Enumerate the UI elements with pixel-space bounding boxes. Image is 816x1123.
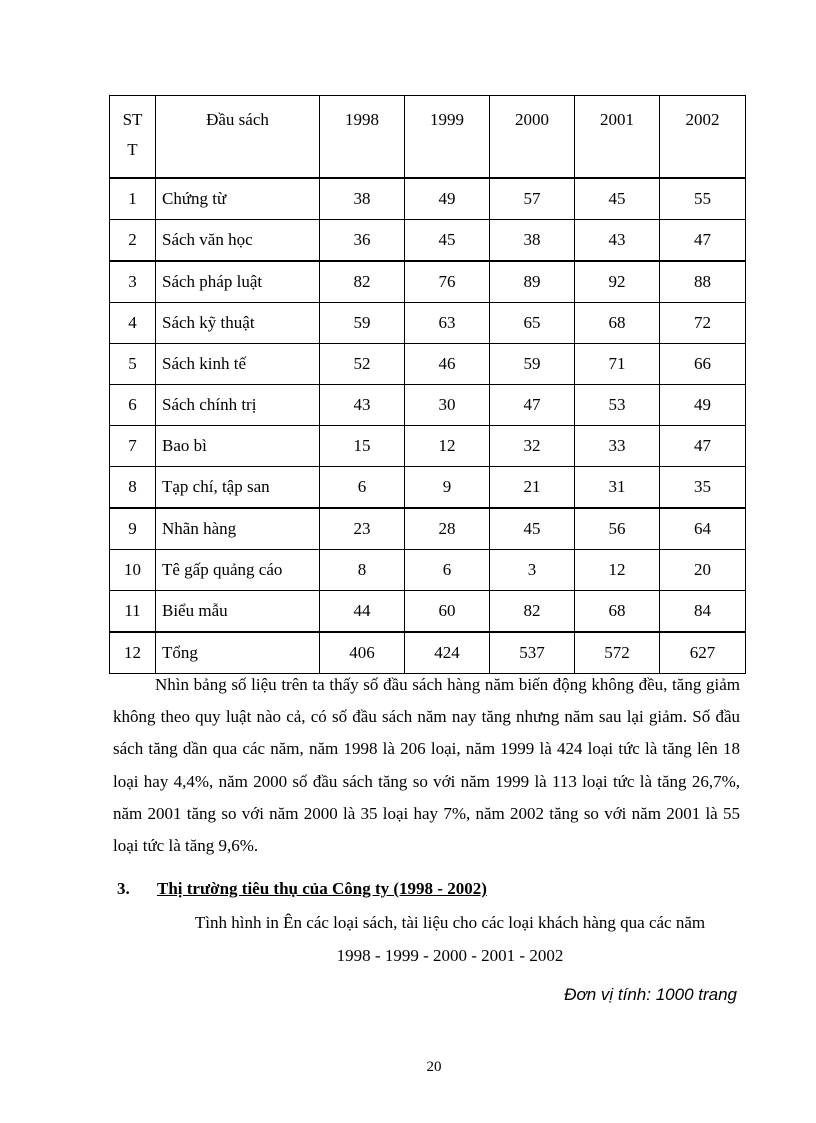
book-category: Sách chính trị xyxy=(156,385,320,426)
cell-value: 47 xyxy=(660,220,746,262)
cell-value: 66 xyxy=(660,344,746,385)
cell-value: 89 xyxy=(490,261,575,303)
cell-value: 59 xyxy=(490,344,575,385)
cell-value: 9 xyxy=(405,467,490,509)
cell-value: 31 xyxy=(575,467,660,509)
cell-value: 6 xyxy=(320,467,405,509)
header-year: 1999 xyxy=(405,96,490,179)
cell-value: 53 xyxy=(575,385,660,426)
row-index: 7 xyxy=(110,426,156,467)
cell-value: 64 xyxy=(660,508,746,550)
analysis-paragraph-text: Nhìn bảng số liệu trên ta thấy số đầu sách hàng năm biến động không đều, tăng giảm không theo quy luật nào cả, có số đầu sách năm nay tăng nhưng năm sau lại giảm. Số đầu sách tăng dần qua các năm, năm 1998 là 206 loại, năm 1999 là 424 loại tức là tăng lên 18 loại hay 4,4%, năm 2000 số đầu sách tăng so với năm 1999 là 113 loại tức là tăng 26,7%, năm 2001 tăng so với năm 2000 là 35 loại hay 7%, năm 2002 tăng so với năm 2001 là 55 loại tức là tăng 9,6%. xyxy=(113,675,740,856)
cell-value: 35 xyxy=(660,467,746,509)
table-row xyxy=(110,385,746,426)
table-row xyxy=(110,303,746,344)
book-category: Sách kinh tế xyxy=(156,344,320,385)
cell-value: 572 xyxy=(575,632,660,674)
section-title: Thị trường tiêu thụ của Công ty (1998 - 2002) xyxy=(157,879,487,898)
cell-value: 68 xyxy=(575,591,660,633)
cell-value: 23 xyxy=(320,508,405,550)
cell-value: 38 xyxy=(490,220,575,262)
table-row xyxy=(110,178,746,220)
table-row xyxy=(110,220,746,262)
cell-value: 28 xyxy=(405,508,490,550)
header-year: 2000 xyxy=(490,96,575,179)
cell-value: 15 xyxy=(320,426,405,467)
table-row xyxy=(110,426,746,467)
book-category: Biểu mẫu xyxy=(156,591,320,633)
cell-value: 49 xyxy=(660,385,746,426)
header-year: 2001 xyxy=(575,96,660,179)
row-index: 9 xyxy=(110,508,156,550)
row-index: 12 xyxy=(110,632,156,674)
cell-value: 12 xyxy=(575,550,660,591)
cell-value: 82 xyxy=(490,591,575,633)
cell-value: 71 xyxy=(575,344,660,385)
cell-value: 44 xyxy=(320,591,405,633)
cell-value: 76 xyxy=(405,261,490,303)
row-index: 6 xyxy=(110,385,156,426)
table-row xyxy=(110,550,746,591)
book-category: Chứng từ xyxy=(156,178,320,220)
section-heading xyxy=(117,879,487,899)
book-category: Nhãn hàng xyxy=(156,508,320,550)
row-index: 5 xyxy=(110,344,156,385)
cell-value: 30 xyxy=(405,385,490,426)
cell-value: 55 xyxy=(660,178,746,220)
book-titles-table xyxy=(109,95,746,674)
row-index: 10 xyxy=(110,550,156,591)
cell-value: 12 xyxy=(405,426,490,467)
cell-value: 43 xyxy=(575,220,660,262)
cell-value: 88 xyxy=(660,261,746,303)
unit-note: Đơn vị tính: 1000 trang xyxy=(564,985,737,1004)
table-row xyxy=(110,632,746,674)
cell-value: 33 xyxy=(575,426,660,467)
book-category: Sách pháp luật xyxy=(156,261,320,303)
cell-value: 52 xyxy=(320,344,405,385)
header-year: 1998 xyxy=(320,96,405,179)
cell-value: 32 xyxy=(490,426,575,467)
cell-value: 537 xyxy=(490,632,575,674)
caption-line-1: Tình hình in Ên các loại sách, tài liệu cho các loại khách hàng qua các năm xyxy=(194,913,706,932)
row-index: 11 xyxy=(110,591,156,633)
book-category: Sách văn học xyxy=(156,220,320,262)
cell-value: 82 xyxy=(320,261,405,303)
cell-value: 72 xyxy=(660,303,746,344)
book-category: Bao bì xyxy=(156,426,320,467)
cell-value: 47 xyxy=(660,426,746,467)
row-index: 4 xyxy=(110,303,156,344)
section-number: 3. xyxy=(117,879,130,898)
book-category: Sách kỹ thuật xyxy=(156,303,320,344)
cell-value: 92 xyxy=(575,261,660,303)
page-number: 20 xyxy=(426,1059,442,1075)
cell-value: 59 xyxy=(320,303,405,344)
table-row xyxy=(110,591,746,633)
cell-value: 46 xyxy=(405,344,490,385)
cell-value: 57 xyxy=(490,178,575,220)
cell-value: 6 xyxy=(405,550,490,591)
cell-value: 36 xyxy=(320,220,405,262)
cell-value: 21 xyxy=(490,467,575,509)
cell-value: 60 xyxy=(405,591,490,633)
cell-value: 45 xyxy=(575,178,660,220)
cell-value: 49 xyxy=(405,178,490,220)
caption-line-2: 1998 - 1999 - 2000 - 2001 - 2002 xyxy=(336,946,564,965)
cell-value: 45 xyxy=(490,508,575,550)
table-row xyxy=(110,261,746,303)
header-year: 2002 xyxy=(660,96,746,179)
table-row xyxy=(110,344,746,385)
book-category: Tạp chí, tập san xyxy=(156,467,320,509)
cell-value: 45 xyxy=(405,220,490,262)
cell-value: 406 xyxy=(320,632,405,674)
cell-value: 43 xyxy=(320,385,405,426)
cell-value: 68 xyxy=(575,303,660,344)
cell-value: 424 xyxy=(405,632,490,674)
cell-value: 56 xyxy=(575,508,660,550)
row-index: 8 xyxy=(110,467,156,509)
cell-value: 65 xyxy=(490,303,575,344)
cell-value: 38 xyxy=(320,178,405,220)
cell-value: 63 xyxy=(405,303,490,344)
row-index: 1 xyxy=(110,178,156,220)
analysis-paragraph xyxy=(113,669,740,862)
cell-value: 8 xyxy=(320,550,405,591)
book-category: Tổng xyxy=(156,632,320,674)
cell-value: 627 xyxy=(660,632,746,674)
cell-value: 47 xyxy=(490,385,575,426)
table-row xyxy=(110,467,746,509)
cell-value: 3 xyxy=(490,550,575,591)
row-index: 3 xyxy=(110,261,156,303)
book-category: Tê gấp quảng cáo xyxy=(156,550,320,591)
cell-value: 20 xyxy=(660,550,746,591)
cell-value: 84 xyxy=(660,591,746,633)
table-header-row xyxy=(110,96,746,179)
header-stt: ST T xyxy=(110,96,156,179)
row-index: 2 xyxy=(110,220,156,262)
table-row xyxy=(110,508,746,550)
header-title: Đầu sách xyxy=(156,96,320,179)
